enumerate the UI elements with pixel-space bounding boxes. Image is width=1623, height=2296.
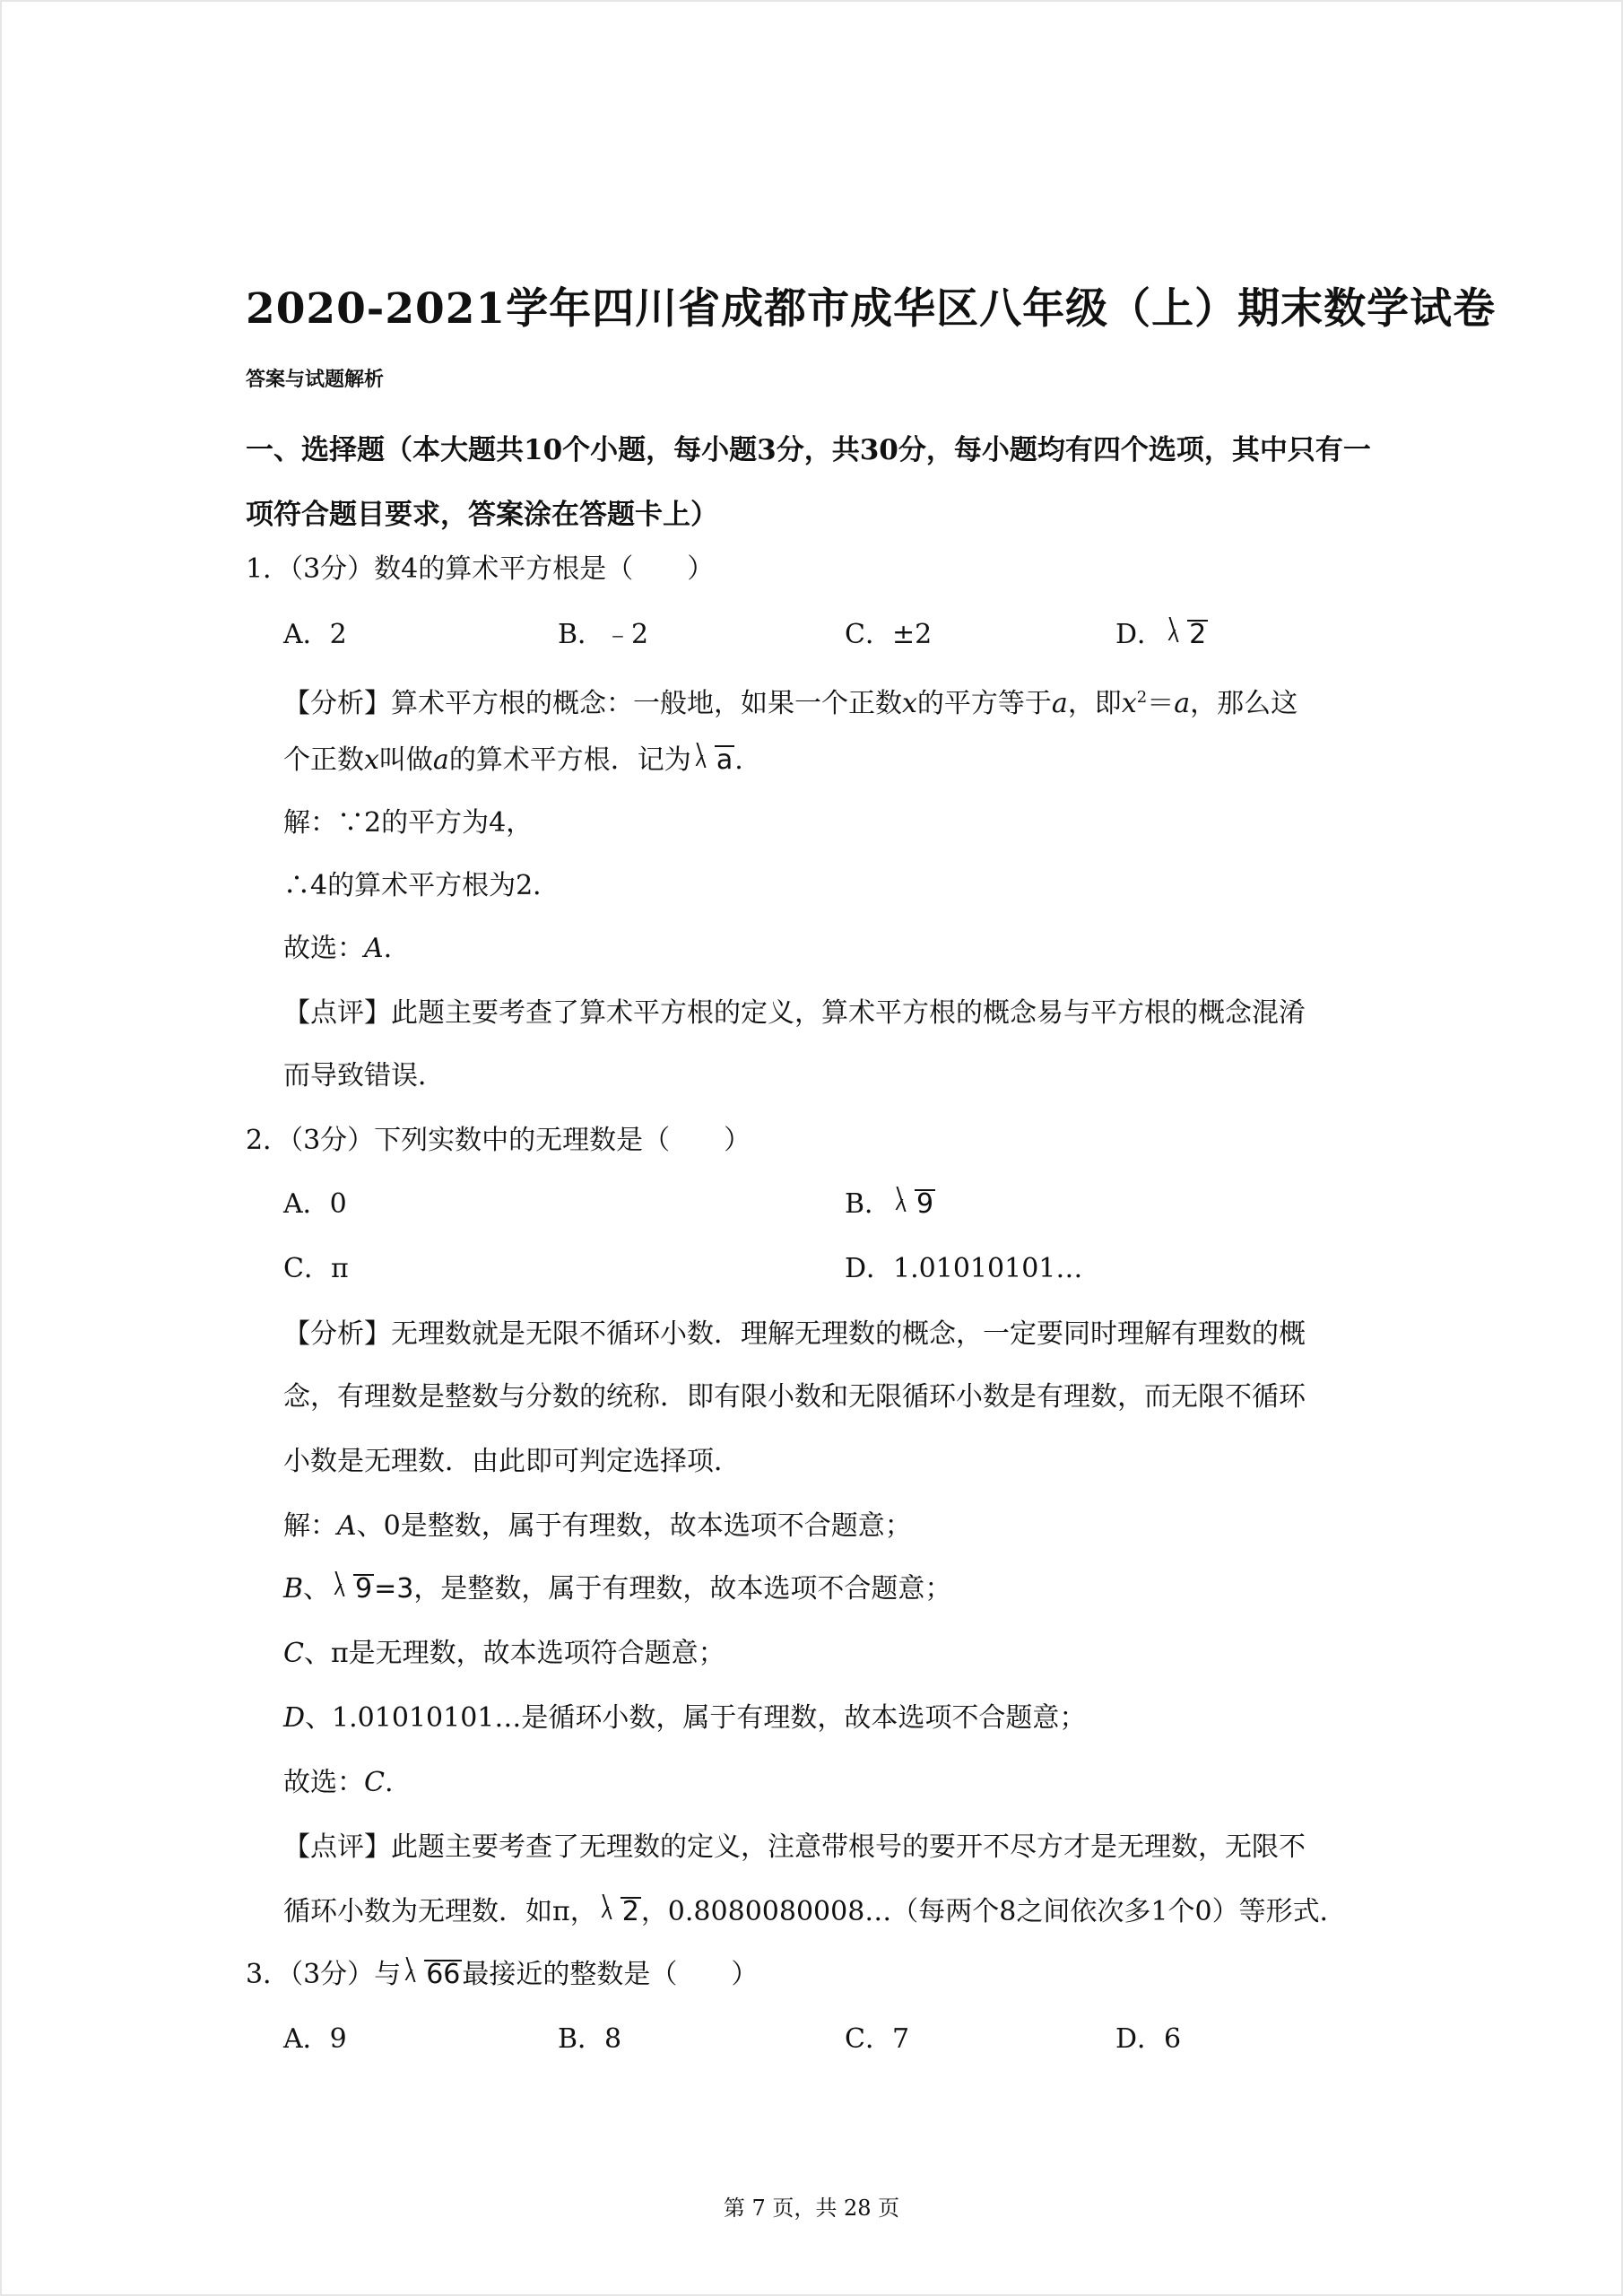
q2-comment-1: 【点评】此题主要考查了无理数的定义，注意带根号的要开不尽方才是无理数，无限不 bbox=[283, 1831, 1306, 1863]
radicand: 9 bbox=[355, 1573, 373, 1605]
q3-option-a: A．9 bbox=[283, 2023, 347, 2055]
page-title: 2020-2021学年四川省成都市成华区八年级（上）期末数学试卷 bbox=[246, 284, 1497, 334]
radicand: 66 bbox=[426, 1959, 461, 1990]
option-letter: B bbox=[283, 1573, 304, 1605]
text: 故选： bbox=[283, 933, 364, 964]
text: 循环小数为无理数．如π， bbox=[283, 1896, 597, 1927]
option-letter: A bbox=[337, 1510, 357, 1542]
text: ，是整数，属于有理数，故本选项不合题意； bbox=[413, 1573, 952, 1605]
var-a: a bbox=[1051, 688, 1068, 719]
text: 、 bbox=[303, 1573, 331, 1605]
q1-comment-1: 【点评】此题主要考查了算术平方根的定义，算术平方根的概念易与平方根的概念混淆 bbox=[283, 997, 1306, 1029]
text: 、1.01010101…是循环小数，属于有理数，故本选项不合题意； bbox=[305, 1702, 1087, 1734]
section-heading: 一、选择题（本大题共10个小题，每小题3分，共30分，每小题均有四个选项，其中只有一项符合题目要求，答案涂在答题卡上） bbox=[246, 434, 1371, 531]
page-footer: 第 7 页，共 28 页 bbox=[723, 2196, 900, 2221]
text: 个正数 bbox=[283, 744, 364, 776]
radicand: 2 bbox=[1189, 619, 1207, 650]
q1-solution-2: ∴4的算术平方根为2． bbox=[283, 870, 560, 901]
text: ，0.8080080008…（每两个8之间依次多1个0）等形式． bbox=[640, 1896, 1347, 1927]
text: 、0是整数，属于有理数，故本选项不合题意； bbox=[356, 1510, 912, 1542]
q2-solution-d bbox=[283, 1700, 1086, 1736]
var-x: x bbox=[902, 688, 917, 719]
radicand: a bbox=[716, 744, 733, 776]
text: 的算术平方根．记为 bbox=[448, 744, 691, 776]
text: . bbox=[734, 744, 743, 776]
option-letter: D bbox=[283, 1702, 306, 1734]
q2-option-a: A．0 bbox=[283, 1188, 347, 1220]
question-3-stem bbox=[246, 1957, 758, 1993]
subtitle: 答案与试题解析 bbox=[246, 368, 385, 391]
q3-option-c: C．7 bbox=[845, 2023, 910, 2055]
q1-option-d-label: D． bbox=[1115, 619, 1165, 650]
radicand: 9 bbox=[916, 1188, 934, 1220]
radicand: 2 bbox=[621, 1896, 639, 1927]
question-1-stem: 1．（3分）数4的算术平方根是（ ） bbox=[246, 553, 715, 585]
text: ，那么这 bbox=[1190, 688, 1298, 719]
sqrt-symbol bbox=[401, 1957, 462, 1993]
var-a: a bbox=[1174, 688, 1191, 719]
answer-letter: A bbox=[364, 933, 384, 964]
var-x: x bbox=[364, 744, 379, 776]
sqrt-symbol bbox=[597, 1894, 641, 1930]
q1-option-a: A．2 bbox=[283, 619, 347, 650]
text: 叫做 bbox=[378, 744, 433, 776]
text: 3．（3分）与 bbox=[246, 1959, 402, 1990]
q2-option-b-label: B． bbox=[845, 1188, 892, 1220]
answer-letter: C bbox=[364, 1767, 385, 1798]
exponent: 2 bbox=[1136, 688, 1148, 707]
text: 故选： bbox=[283, 1767, 364, 1798]
q2-option-b bbox=[845, 1187, 935, 1222]
q2-option-c: C．π bbox=[283, 1253, 349, 1284]
var-x: x bbox=[1121, 688, 1137, 719]
q1-analysis-line-2 bbox=[283, 743, 743, 778]
text: 解： bbox=[283, 1510, 337, 1542]
text: 的平方等于 bbox=[916, 688, 1052, 719]
q3-option-b: B．8 bbox=[558, 2023, 622, 2055]
text: =3 bbox=[374, 1573, 414, 1605]
q1-solution-1: 解：∵2的平方为4， bbox=[283, 807, 534, 839]
text: ＝ bbox=[1147, 688, 1175, 719]
q2-comment-2 bbox=[283, 1894, 1347, 1930]
text: . bbox=[384, 1767, 394, 1798]
q2-analysis-2: 念，有理数是整数与分数的统称．即有限小数和无限循环小数是有理数，而无限不循环 bbox=[283, 1381, 1306, 1413]
option-letter: C bbox=[283, 1638, 304, 1669]
q2-solution-c bbox=[283, 1636, 725, 1672]
q1-option-d bbox=[1115, 617, 1208, 653]
q2-solution-b bbox=[283, 1571, 951, 1607]
sqrt-symbol bbox=[691, 743, 734, 778]
sqrt-symbol bbox=[891, 1187, 935, 1222]
text: 最接近的整数是（ ） bbox=[462, 1959, 759, 1990]
q1-option-c: C．±2 bbox=[845, 619, 933, 650]
text: 【分析】算术平方根的概念：一般地，如果一个正数 bbox=[283, 688, 902, 719]
text: 、π是无理数，故本选项符合题意； bbox=[303, 1638, 725, 1669]
q1-option-b: B．﹣2 bbox=[558, 619, 649, 650]
q2-answer bbox=[283, 1765, 394, 1801]
q2-solution-a bbox=[283, 1509, 912, 1544]
q1-comment-2: 而导致错误． bbox=[283, 1060, 445, 1091]
text: . bbox=[383, 933, 393, 964]
sqrt-symbol bbox=[1164, 617, 1208, 653]
q1-answer bbox=[283, 931, 392, 967]
sqrt-symbol bbox=[330, 1571, 374, 1607]
question-2-stem: 2．（3分）下列实数中的无理数是（ ） bbox=[246, 1125, 751, 1156]
q1-analysis-line-1 bbox=[283, 680, 1298, 722]
q3-option-d: D．6 bbox=[1115, 2023, 1182, 2055]
text: ，即 bbox=[1067, 688, 1122, 719]
q2-analysis-1: 【分析】无理数就是无限不循环小数．理解无理数的概念，一定要同时理解有理数的概 bbox=[283, 1318, 1306, 1350]
q2-option-d: D．1.01010101… bbox=[845, 1253, 1083, 1284]
var-a: a bbox=[432, 744, 449, 776]
q2-analysis-3: 小数是无理数．由此即可判定选择项． bbox=[283, 1446, 741, 1477]
